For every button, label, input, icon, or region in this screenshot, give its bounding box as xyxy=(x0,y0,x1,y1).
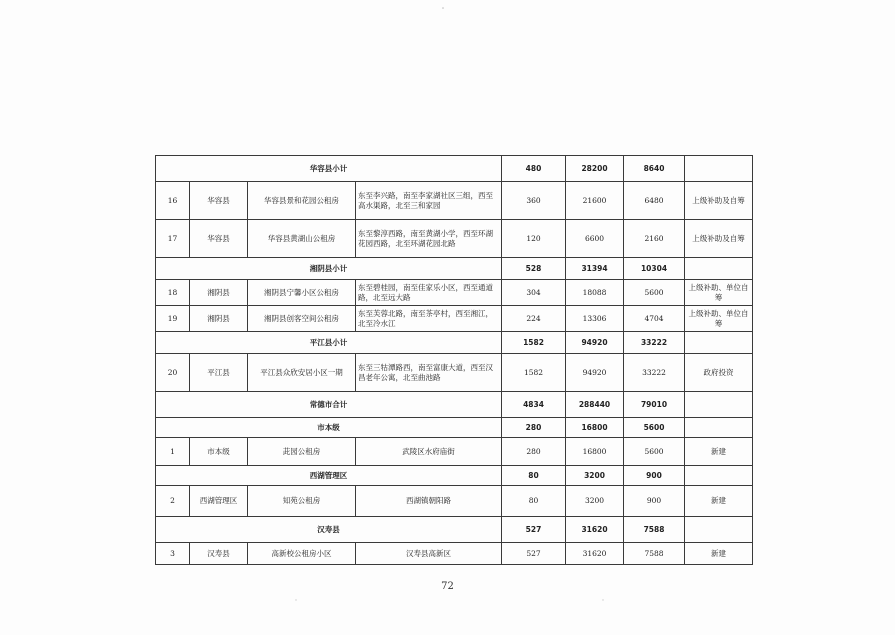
source-cell: 政府投资 xyxy=(685,354,753,392)
source-cell: 新建 xyxy=(685,438,753,466)
area-cell: 280 xyxy=(502,438,566,466)
project-name-cell: 华容县景和花园公租房 xyxy=(248,182,356,220)
units-cell: 94920 xyxy=(566,332,624,354)
investment-cell: 10304 xyxy=(624,258,685,280)
investment-cell: 900 xyxy=(624,466,685,486)
area-cell: 527 xyxy=(502,543,566,565)
source-cell: 上级补助、单位自筹 xyxy=(685,306,753,332)
county-cell: 湘阴县 xyxy=(190,306,248,332)
units-cell: 3200 xyxy=(566,486,624,517)
total-label: 常德市合计 xyxy=(156,392,502,418)
project-name-cell: 湘阴县创客空间公租房 xyxy=(248,306,356,332)
index-cell: 2 xyxy=(156,486,190,517)
index-cell: 19 xyxy=(156,306,190,332)
area-cell: 224 xyxy=(502,306,566,332)
area-cell: 1582 xyxy=(502,354,566,392)
source-cell: 新建 xyxy=(685,543,753,565)
source-cell: 上级补助及自筹 xyxy=(685,220,753,258)
project-name-cell: 茈园公租房 xyxy=(248,438,356,466)
project-name-cell: 湘阴县宁馨小区公租房 xyxy=(248,280,356,306)
investment-cell: 6480 xyxy=(624,182,685,220)
subtotal-label: 华容县小计 xyxy=(156,156,502,182)
area-cell: 80 xyxy=(502,466,566,486)
county-cell: 汉寿县 xyxy=(190,543,248,565)
index-cell: 20 xyxy=(156,354,190,392)
index-cell: 17 xyxy=(156,220,190,258)
investment-cell: 900 xyxy=(624,486,685,517)
investment-cell: 2160 xyxy=(624,220,685,258)
source-cell: 上级补助、单位自筹 xyxy=(685,280,753,306)
county-cell: 西湖管理区 xyxy=(190,486,248,517)
project-name-cell: 平江县众欣安居小区一期 xyxy=(248,354,356,392)
investment-cell: 4704 xyxy=(624,306,685,332)
address-cell: 东至芙蓉北路，南至茶亭村，西至湘江，北至冷水江 xyxy=(356,306,502,332)
area-cell: 4834 xyxy=(502,392,566,418)
investment-cell: 79010 xyxy=(624,392,685,418)
units-cell: 3200 xyxy=(566,466,624,486)
county-cell: 湘阴县 xyxy=(190,280,248,306)
page-number: 72 xyxy=(441,581,454,592)
units-cell: 288440 xyxy=(566,392,624,418)
units-cell: 31620 xyxy=(566,517,624,543)
address-cell: 武陵区水府庙街 xyxy=(356,438,502,466)
index-cell: 18 xyxy=(156,280,190,306)
subtotal-label: 市本级 xyxy=(156,418,502,438)
units-cell: 16800 xyxy=(566,438,624,466)
area-cell: 528 xyxy=(502,258,566,280)
address-cell: 东至碧桂园，南至佳家乐小区，西至通道路，北至远大路 xyxy=(356,280,502,306)
index-cell: 16 xyxy=(156,182,190,220)
investment-cell: 33222 xyxy=(624,354,685,392)
subtotal-label: 湘阴县小计 xyxy=(156,258,502,280)
area-cell: 360 xyxy=(502,182,566,220)
source-cell: 新建 xyxy=(685,486,753,517)
index-cell: 3 xyxy=(156,543,190,565)
index-cell: 1 xyxy=(156,438,190,466)
units-cell: 13306 xyxy=(566,306,624,332)
subtotal-label: 西湖管理区 xyxy=(156,466,502,486)
area-cell: 304 xyxy=(502,280,566,306)
units-cell: 16800 xyxy=(566,418,624,438)
area-cell: 280 xyxy=(502,418,566,438)
units-cell: 31394 xyxy=(566,258,624,280)
investment-cell: 5600 xyxy=(624,418,685,438)
address-cell: 东至黎淳西路，南至黄湖小学，西至环湖花园西路，北至环湖花园北路 xyxy=(356,220,502,258)
county-cell: 华容县 xyxy=(190,220,248,258)
county-cell: 平江县 xyxy=(190,354,248,392)
units-cell: 28200 xyxy=(566,156,624,182)
units-cell: 31620 xyxy=(566,543,624,565)
county-cell: 市本级 xyxy=(190,438,248,466)
project-name-cell: 高新校公租房小区 xyxy=(248,543,356,565)
county-cell: 华容县 xyxy=(190,182,248,220)
units-cell: 21600 xyxy=(566,182,624,220)
area-cell: 1582 xyxy=(502,332,566,354)
investment-cell: 7588 xyxy=(624,543,685,565)
subtotal-label: 汉寿县 xyxy=(156,517,502,543)
area-cell: 480 xyxy=(502,156,566,182)
investment-cell: 8640 xyxy=(624,156,685,182)
address-cell: 东至李兴路，南至李家湖社区三组，西至高水渠路，北至三和家园 xyxy=(356,182,502,220)
units-cell: 6600 xyxy=(566,220,624,258)
area-cell: 120 xyxy=(502,220,566,258)
address-cell: 东至三牯潭路西，南至富康大道，西至汉昌老年公寓，北至曲池路 xyxy=(356,354,502,392)
investment-cell: 33222 xyxy=(624,332,685,354)
project-name-cell: 知苑公租房 xyxy=(248,486,356,517)
subtotal-label: 平江县小计 xyxy=(156,332,502,354)
area-cell: 80 xyxy=(502,486,566,517)
investment-cell: 7588 xyxy=(624,517,685,543)
units-cell: 94920 xyxy=(566,354,624,392)
units-cell: 18088 xyxy=(566,280,624,306)
investment-cell: 5600 xyxy=(624,438,685,466)
project-name-cell: 华容县黄湖山公租房 xyxy=(248,220,356,258)
address-cell: 西湖镇朝阳路 xyxy=(356,486,502,517)
investment-cell: 5600 xyxy=(624,280,685,306)
area-cell: 527 xyxy=(502,517,566,543)
source-cell: 上级补助及自筹 xyxy=(685,182,753,220)
address-cell: 汉寿县高新区 xyxy=(356,543,502,565)
